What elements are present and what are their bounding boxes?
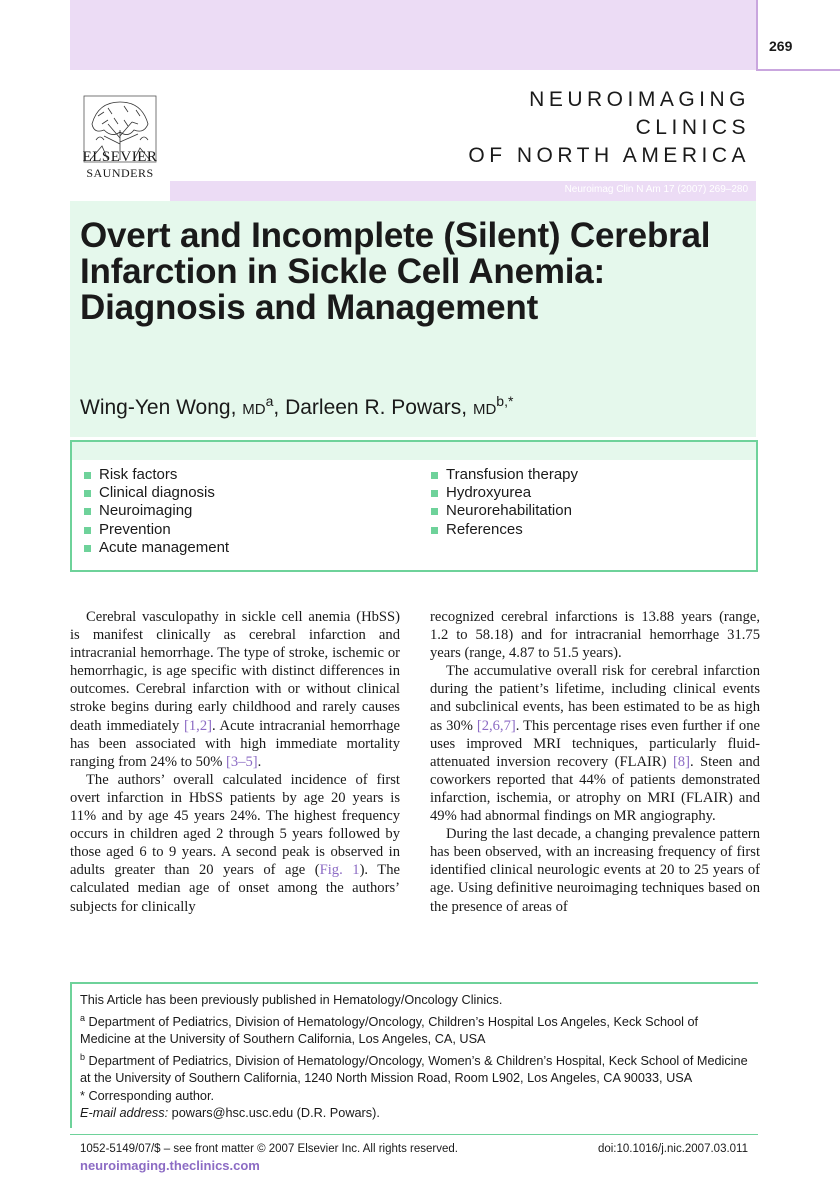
outline-item[interactable] xyxy=(419,502,578,520)
outline-item[interactable] xyxy=(72,521,229,539)
bullet-square-icon xyxy=(431,472,438,479)
reference-link[interactable]: [2,6,7] xyxy=(476,717,516,734)
author-list xyxy=(80,393,513,420)
outline-item-label: Risk factors xyxy=(99,466,178,483)
publisher-name: ELSEVIER xyxy=(82,149,158,165)
body-paragraph: The authors’ overall calculated incidence of first overt infarction in HbSS patients by age 20 years is 11% and by age 45 years 24%. The highest frequency occurs in children aged 2 through 5 years followed by those aged 6 to 9 years. A second peak is observed in adults greater than 20 years of age (Fig. 1). The calculated median age of onset among the authors’ subjects for clinically xyxy=(70,771,400,915)
body-column-right xyxy=(430,608,760,916)
journal-title-line: NEUROIMAGING xyxy=(529,88,750,111)
header-divider xyxy=(756,69,840,71)
bullet-square-icon xyxy=(431,527,438,534)
author-separator: , xyxy=(273,396,286,419)
bullet-square-icon xyxy=(84,508,91,515)
footnote-affiliation-a: $^a$ Department of Pediatrics, Division of Hematology/Oncology, Children’s Hospital Los Angeles, Keck School of Medicine at the University of Southern California, Los Angeles, CA, USA xyxy=(80,1012,699,1046)
journal-citation: Neuroimag Clin N Am 17 (2007) 269–280 xyxy=(564,184,748,195)
body-paragraph: During the last decade, a changing prevalence pattern has been observed, with an increasing frequency of first identified clinical neurologic events at 20 to 25 years of age. Using definitive neuroimaging techniques based on the presence of areas of xyxy=(430,826,760,915)
journal-title xyxy=(468,86,750,170)
outline-item-label: Acute management xyxy=(99,538,230,556)
outline-item-label: References xyxy=(446,520,523,538)
outline-item-label: Transfusion therapy xyxy=(446,466,579,483)
bullet-square-icon xyxy=(84,527,91,534)
author-degree: MD xyxy=(472,401,497,418)
header-divider xyxy=(756,0,758,70)
outline-item[interactable] xyxy=(72,539,229,557)
outline-item[interactable] xyxy=(419,466,578,484)
email-link[interactable]: powars@hsc.usc.edu (D.R. Powars). xyxy=(168,1106,380,1120)
outline-list-left xyxy=(72,466,229,557)
journal-website-link[interactable]: neuroimaging.theclinics.com xyxy=(80,1158,260,1173)
outline-item-label: Neuroimaging xyxy=(99,502,193,520)
doi-link[interactable]: doi:10.1016/j.nic.2007.03.011 xyxy=(597,1143,748,1155)
outline-item[interactable] xyxy=(72,502,229,520)
header-band xyxy=(70,0,756,70)
citation-bar-gap xyxy=(756,181,840,201)
footnote-email: E-mail address: powars@hsc.usc.edu (D.R. Powars). xyxy=(80,1106,380,1120)
footnote-affiliation-b: $^b$ Department of Pediatrics, Division of Hematology/Oncology, Women’s & Children’s Hospital, Keck School of Medicine at the University of Southern California, 1240 North Mission Road, Room L902, Los Angeles, CA 90033, USA xyxy=(80,1051,748,1085)
journal-title-line: OF NORTH AMERICA xyxy=(468,144,750,167)
copyright-notice: 1052-5149/07/$ – see front matter © 2007 Elsevier Inc. All rights reserved. xyxy=(80,1143,458,1155)
author-name: Darleen R. Powars, xyxy=(285,396,473,419)
affiliation-mark[interactable]: b,* xyxy=(496,393,514,409)
page-number-box xyxy=(756,0,840,70)
body-paragraph: recognized cerebral infarctions is 13.88 years (range, 1.2 to 58.18) and for intracranial hemorrhage 31.75 years (range, 4.87 to 51.5 years). xyxy=(430,609,760,662)
footnote-previous-publication: This Article has been previously published in Hematology/Oncology Clinics. xyxy=(80,993,503,1007)
bullet-square-icon xyxy=(84,490,91,497)
body-column-left xyxy=(70,608,400,916)
bullet-square-icon xyxy=(431,508,438,515)
outline-item[interactable] xyxy=(419,521,578,539)
outline-list-right xyxy=(419,466,578,539)
footnotes xyxy=(80,992,748,1123)
page-number: 269 xyxy=(769,38,793,54)
reference-link[interactable]: [3–5] xyxy=(226,753,258,770)
bullet-square-icon xyxy=(84,472,91,479)
reference-link[interactable]: [1,2] xyxy=(184,717,212,734)
author-degree: MD xyxy=(242,401,266,418)
bullet-square-icon xyxy=(431,490,438,497)
outline-item-label: Neurorehabilitation xyxy=(446,502,572,520)
figure-link[interactable]: Fig. 1 xyxy=(319,862,360,879)
outline-item[interactable] xyxy=(72,466,229,484)
publisher-imprint: SAUNDERS xyxy=(86,166,154,180)
reference-link[interactable]: [8] xyxy=(672,753,690,770)
footnote-corresponding-author: * Corresponding author. xyxy=(80,1088,215,1103)
outline-item[interactable] xyxy=(72,484,229,502)
affiliation-mark[interactable]: a xyxy=(265,393,274,409)
body-paragraph: The accumulative overall risk for cerebral infarction during the patient’s lifetime, including clinical events and subclinical events, has been estimated to be as high as 30% [2,6,7]. This percentage rises even further if one uses improved MRI techniques, particularly fluid-attenuated inversion recovery (FLAIR) [8]. Steen and coworkers reported that 44% of patients demonstrated infarction, ischemia, or atrophy on MRI (FLAIR) and 49% had abnormal findings on MR angiography. xyxy=(430,663,760,825)
outline-item[interactable] xyxy=(419,484,578,502)
journal-title-line: CLINICS xyxy=(635,116,750,139)
footer-divider xyxy=(70,1134,758,1135)
body-paragraph: Cerebral vasculopathy in sickle cell anemia (HbSS) is manifest clinically as cerebral infarction and intracranial hemorrhage. The type of stroke, ischemic or hemorrhagic, is age specific with distinct differences in outcomes. Cerebral infarction with or without clinical stroke begins during early childhood and rarely causes death immediately [1,2]. Acute intracranial hemorrhage has been associated with high immediate mortality ranging from 24% to 50% [3–5]. xyxy=(70,609,400,770)
outline-item-label: Hydroxyurea xyxy=(446,484,532,502)
author-name: Wing-Yen Wong, xyxy=(80,396,243,419)
outline-item-label: Prevention xyxy=(99,520,171,538)
article-title: Overt and Incomplete (Silent) Cerebral Infarction in Sickle Cell Anemia: Diagnosis and Management xyxy=(80,216,711,327)
outline-item-label: Clinical diagnosis xyxy=(99,484,215,502)
bullet-square-icon xyxy=(84,545,91,552)
